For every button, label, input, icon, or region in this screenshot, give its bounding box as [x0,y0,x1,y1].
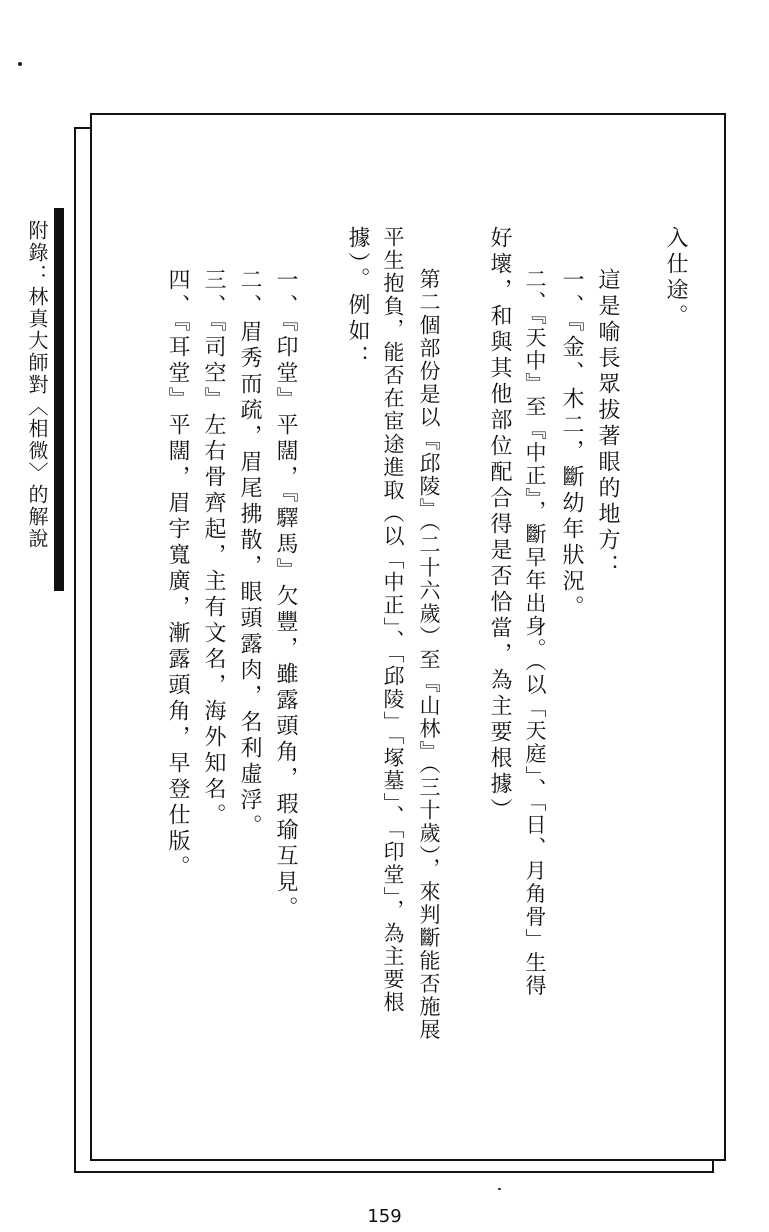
text-column: 這是喻長眾拔著眼的地方： [595,268,620,580]
text-column: 三、『司空』左右骨齊起，主有文名，海外知名。 [201,268,226,829]
text-column: 據）。例如： [345,226,370,371]
text-column: 一、『印堂』平闊，『驛馬』欠豐，雖露頭角，瑕瑜互見。 [273,268,298,922]
text-column: 一、『金、木二，斷幼年狀況。 [559,268,584,621]
text-column: 平生抱負，能否在宦途進取（以「中正」、「邱陵」「塚墓」、「印堂」，為主要根 [381,226,405,1014]
text-column: 好壞，和與其他部位配合得是否恰當，為主要根據） [487,226,512,824]
page-number: 159 [367,1206,402,1227]
text-column: 二、『天中』至『中正』，斷早年出身。（以「天庭」、「日、月角骨」生得 [523,268,547,998]
text-column: 四、『耳堂』平闊，眉宇寬廣，漸露頭角，早登仕版。 [165,268,190,881]
text-column: 第二個部份是以『邱陵』（二十六歲）至『山林』（三十歲），來判斷能否施展 [417,268,441,1042]
side-title: 附錄：林真大師對〈相微〉的解說 [25,220,49,550]
text-column: 二、眉秀而疏，眉尾拂散，眼頭露肉，名利虛浮。 [237,268,262,840]
scan-speck [498,1188,501,1190]
text-column: 入仕途。 [663,226,688,330]
scan-speck [18,62,22,66]
side-title-bar [54,208,64,591]
